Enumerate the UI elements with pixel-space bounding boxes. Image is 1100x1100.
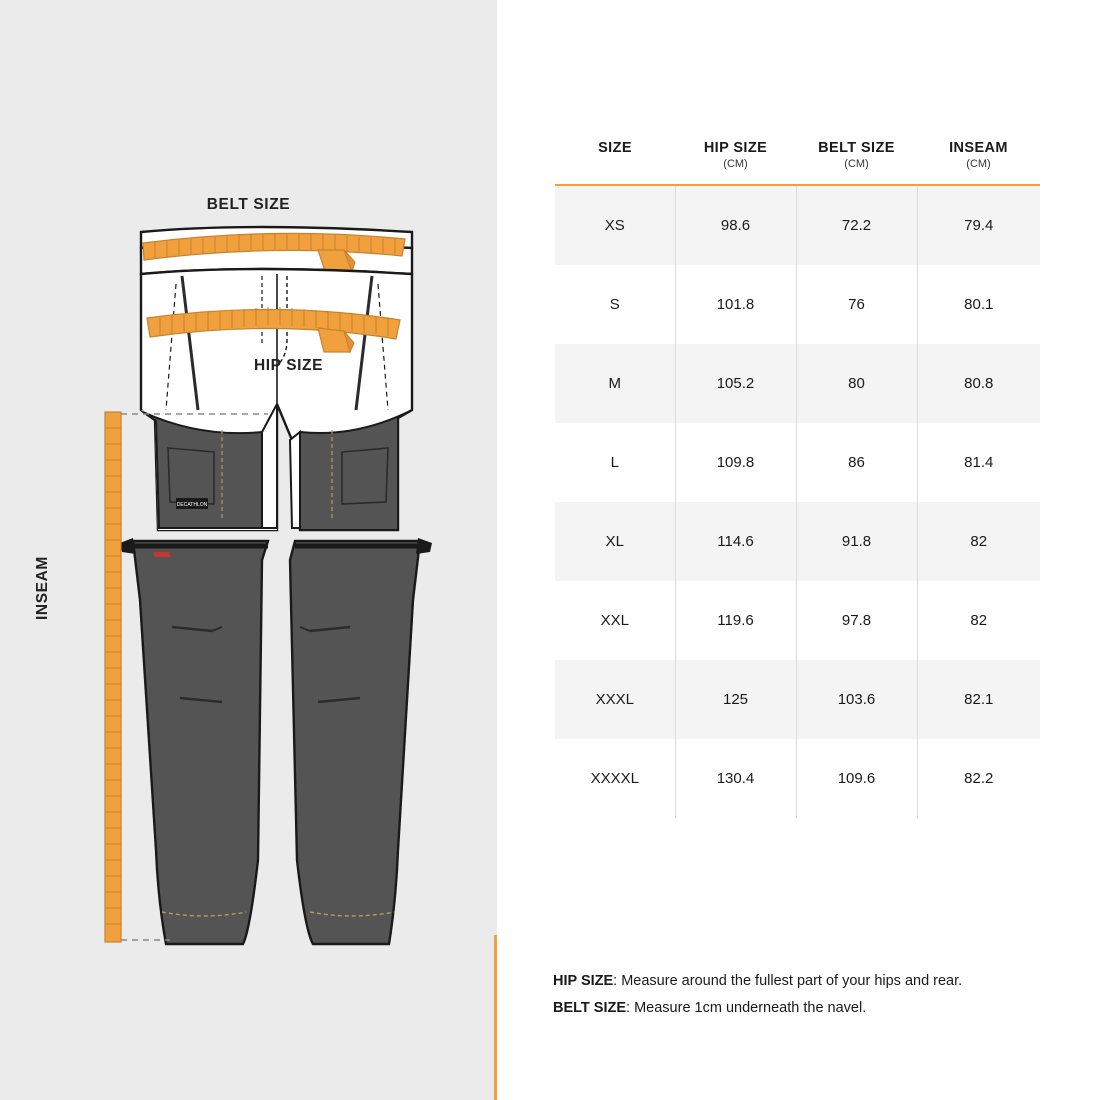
note-belt-text: : Measure 1cm underneath the navel. bbox=[626, 1000, 867, 1016]
cell-inseam: 82 bbox=[970, 612, 988, 629]
table-row bbox=[555, 660, 1040, 739]
cell-inseam: 80.8 bbox=[964, 375, 994, 392]
cell-hip: 114.6 bbox=[675, 502, 796, 581]
table-row bbox=[555, 344, 1040, 423]
note-hip-term: HIP SIZE bbox=[553, 973, 614, 989]
cell-hip: 101.8 bbox=[675, 265, 796, 344]
cell-belt: 91.8 bbox=[796, 502, 917, 581]
cell-belt: 109.6 bbox=[796, 739, 917, 818]
pocket-brand-tag: DECATHLON bbox=[176, 502, 208, 508]
cell-size: L bbox=[555, 423, 675, 502]
hip-size-label: HIP SIZE bbox=[253, 357, 324, 374]
cell-hip: 105.2 bbox=[675, 344, 796, 423]
cell-hip: 125 bbox=[675, 660, 796, 739]
column-unit-belt: (CM) bbox=[844, 158, 869, 170]
column-unit-inseam: (CM) bbox=[966, 158, 991, 170]
cell-belt: 86 bbox=[796, 423, 917, 502]
table-row bbox=[555, 739, 1040, 818]
cell-size: XS bbox=[555, 185, 675, 265]
note-hip-text: : Measure around the fullest part of your hips and rear. bbox=[613, 973, 963, 989]
cell-size: S bbox=[555, 265, 675, 344]
inseam-label: INSEAM bbox=[34, 556, 51, 620]
note-hip bbox=[553, 968, 1073, 995]
cell-inseam: 82.1 bbox=[964, 691, 994, 708]
cell-inseam: 79.4 bbox=[964, 217, 994, 234]
cell-size: XXXXL bbox=[555, 739, 675, 818]
cell-size: XXXL bbox=[555, 660, 675, 739]
column-header-size: SIZE bbox=[598, 140, 632, 156]
note-belt-term: BELT SIZE bbox=[553, 1000, 627, 1016]
cell-hip: 109.8 bbox=[675, 423, 796, 502]
table-row bbox=[555, 265, 1040, 344]
table-row bbox=[555, 502, 1040, 581]
column-header-hip: HIP SIZE (CM) bbox=[675, 140, 796, 185]
cell-size: XXL bbox=[555, 581, 675, 660]
cell-belt: 97.8 bbox=[796, 581, 917, 660]
size-table bbox=[555, 140, 1040, 818]
cell-belt: 76 bbox=[796, 265, 917, 344]
cell-inseam: 81.4 bbox=[964, 454, 994, 471]
table-header-row bbox=[555, 140, 1040, 185]
illustration-panel bbox=[0, 0, 497, 1100]
cell-hip: 130.4 bbox=[675, 739, 796, 818]
cell-inseam: 82.2 bbox=[964, 770, 994, 787]
table-row bbox=[555, 185, 1040, 265]
cell-hip: 119.6 bbox=[675, 581, 796, 660]
cell-size: M bbox=[555, 344, 675, 423]
cell-inseam: 82 bbox=[970, 533, 988, 550]
measurement-notes bbox=[553, 968, 1073, 1022]
table-row bbox=[555, 423, 1040, 502]
cell-belt: 103.6 bbox=[796, 660, 917, 739]
cell-hip: 98.6 bbox=[675, 185, 796, 265]
column-header-belt: BELT SIZE (CM) bbox=[796, 140, 917, 185]
note-belt bbox=[553, 995, 1073, 1022]
table-panel bbox=[497, 0, 1100, 1100]
column-header-inseam: INSEAM (CM) bbox=[917, 140, 1040, 185]
table-row bbox=[555, 581, 1040, 660]
belt-size-label: BELT SIZE bbox=[206, 196, 291, 213]
column-unit-hip: (CM) bbox=[723, 158, 748, 170]
cell-belt: 72.2 bbox=[796, 185, 917, 265]
trousers-illustration bbox=[0, 0, 497, 1100]
cell-belt: 80 bbox=[796, 344, 917, 423]
cell-size: XL bbox=[555, 502, 675, 581]
cell-inseam: 80.1 bbox=[964, 296, 994, 313]
